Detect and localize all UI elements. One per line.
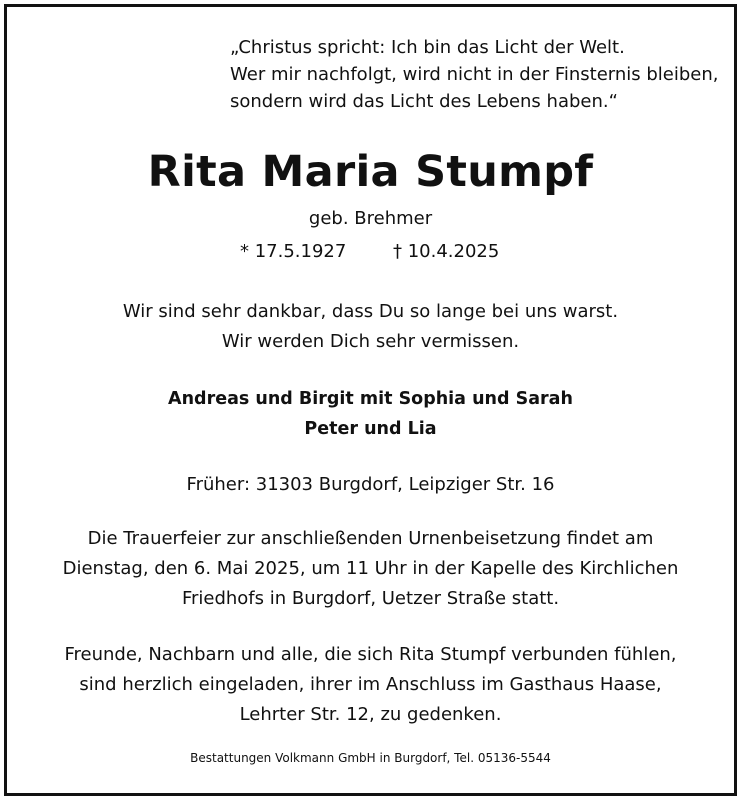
ceremony-line: Dienstag, den 6. Mai 2025, um 11 Uhr in der Kapelle des Kirchlichen [62, 558, 679, 579]
invitation-text [0, 640, 741, 730]
quote-line: sondern wird das Licht des Lebens haben.“ [230, 91, 618, 112]
birth-name: geb. Brehmer [308, 208, 433, 229]
invitation-line: Freunde, Nachbarn und alle, die sich Rita Stumpf verbunden fühlen, [64, 644, 677, 665]
family-line: Peter und Lia [304, 419, 437, 439]
quote-line: Wer mir nachfolgt, wird nicht in der Finsternis bleiben, [230, 64, 719, 85]
quote-line: „Christus spricht: Ich bin das Licht der Welt. [230, 37, 625, 58]
birth-date: * 17.5.1927 [240, 241, 347, 262]
ceremony-line: Die Trauerfeier zur anschließenden Urnenbeisetzung findet am [87, 528, 654, 549]
death-date: † 10.4.2025 [393, 241, 500, 262]
invitation-line: Lehrter Str. 12, zu gedenken. [239, 704, 502, 725]
funeral-home-footer: Bestattungen Volkmann GmbH in Burgdorf, Tel. 05136-5544 [190, 751, 551, 765]
ceremony-text [0, 524, 741, 614]
thanks-line: Wir werden Dich sehr vermissen. [221, 331, 520, 352]
thanks-line: Wir sind sehr dankbar, dass Du so lange bei uns warst. [122, 301, 619, 322]
thanks-text [0, 297, 741, 357]
ceremony-line: Friedhofs in Burgdorf, Uetzer Straße statt. [181, 588, 560, 609]
family-names [0, 384, 741, 444]
deceased-name: Rita Maria Stumpf [147, 147, 594, 197]
invitation-line: sind herzlich eingeladen, ihrer im Anschluss im Gasthaus Haase, [79, 674, 662, 695]
former-address: Früher: 31303 Burgdorf, Leipziger Str. 16 [186, 474, 555, 495]
family-line: Andreas und Birgit mit Sophia und Sarah [168, 389, 573, 409]
bible-quote [230, 34, 719, 115]
